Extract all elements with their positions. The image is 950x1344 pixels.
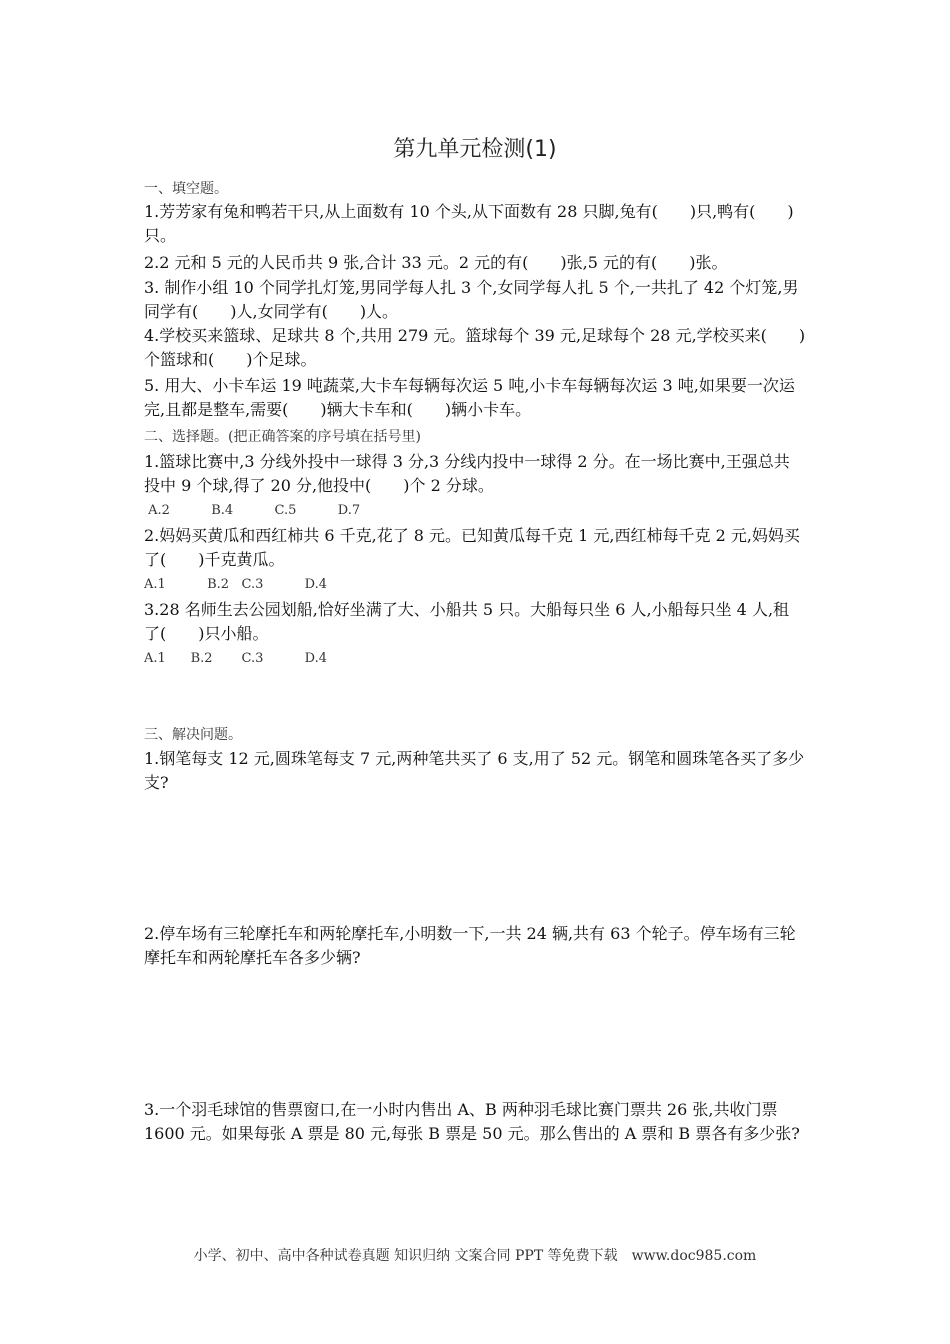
- question-line: 2.妈妈买黄瓜和西红柿共 6 千克,花了 8 元。已知黄瓜每千克 1 元,西红柿每千克 2 元,妈妈买: [144, 526, 800, 545]
- options-2-1: A.2 B.4 C.5 D.7: [144, 503, 361, 518]
- question-3-2: [144, 922, 808, 970]
- question-line: 支?: [144, 773, 169, 792]
- question-1-2: [144, 251, 808, 275]
- question-line: 了( )千克黄瓜。: [144, 550, 285, 569]
- question-1-4: [144, 324, 808, 372]
- question-line: 3. 制作小组 10 个同学扎灯笼,男同学每人扎 3 个,女同学每人扎 5 个,一共扎了 42 个灯笼,男: [144, 278, 799, 297]
- question-line: 1600 元。如果每张 A 票是 80 元,每张 B 票是 50 元。那么售出的 A 票和 B 票各有多少张?: [144, 1124, 800, 1143]
- question-line: 1.钢笔每支 12 元,圆珠笔每支 7 元,两种笔共买了 6 支,用了 52 元。钢笔和圆珠笔各买了多少: [144, 749, 805, 768]
- question-2-3: [144, 598, 808, 646]
- question-line: 2.2 元和 5 元的人民币共 9 张,合计 33 元。2 元的有( )张,5 元的有( )张。: [144, 253, 728, 272]
- question-3-1: [144, 747, 808, 795]
- question-line: 完,且都是整车,需要( )辆大卡车和( )辆小卡车。: [144, 400, 532, 419]
- question-line: 个篮球和( )个足球。: [144, 350, 317, 369]
- question-line: 投中 9 个球,得了 20 分,他投中( )个 2 分球。: [144, 476, 494, 495]
- options-2-2: A.1 B.2 C.3 D.4: [144, 577, 328, 592]
- question-line: 同学有( )人,女同学有( )人。: [144, 302, 399, 321]
- section-heading-problem-solving: 三、解决问题。: [144, 727, 242, 743]
- question-1-3: [144, 276, 808, 324]
- question-3-3: [144, 1098, 808, 1146]
- question-line: 2.停车场有三轮摩托车和两轮摩托车,小明数一下,一共 24 辆,共有 63 个轮子。停车场有三轮: [144, 924, 796, 943]
- question-line: 4.学校买来篮球、足球共 8 个,共用 279 元。篮球每个 39 元,足球每个 28 元,学校买来( ): [144, 326, 806, 345]
- question-1-5: [144, 374, 808, 422]
- question-line: 只。: [144, 226, 177, 245]
- section-heading-fill-blank: 一、填空题。: [144, 181, 228, 197]
- question-1-1: [144, 200, 808, 248]
- question-line: 1.篮球比赛中,3 分线外投中一球得 3 分,3 分线内投中一球得 2 分。在一场比赛中,王强总共: [144, 452, 790, 471]
- options-2-3: A.1 B.2 C.3 D.4: [144, 651, 328, 666]
- question-2-2: [144, 524, 808, 572]
- page-title: 第九单元检测(1): [393, 137, 557, 162]
- section-heading-multiple-choice: 二、选择题。(把正确答案的序号填在括号里): [144, 429, 421, 445]
- question-line: 1.芳芳家有兔和鸭若干只,从上面数有 10 个头,从下面数有 28 只脚,兔有( )只,鸭有( ): [144, 202, 794, 221]
- question-line: 3.28 名师生去公园划船,恰好坐满了大、小船共 5 只。大船每只坐 6 人,小船每只坐 4 人,租: [144, 600, 790, 619]
- question-line: 了( )只小船。: [144, 624, 269, 643]
- question-line: 3.一个羽毛球馆的售票窗口,在一小时内售出 A、B 两种羽毛球比赛门票共 26 张,共收门票: [144, 1100, 778, 1119]
- question-line: 5. 用大、小卡车运 19 吨蔬菜,大卡车每辆每次运 5 吨,小卡车每辆每次运 3 吨,如果要一次运: [144, 376, 795, 395]
- question-2-1: [144, 450, 808, 498]
- page-footer: 小学、初中、高中各种试卷真题 知识归纳 文案合同 PPT 等免费下载 www.doc985.com: [193, 1248, 757, 1264]
- question-line: 摩托车和两轮摩托车各多少辆?: [144, 948, 361, 967]
